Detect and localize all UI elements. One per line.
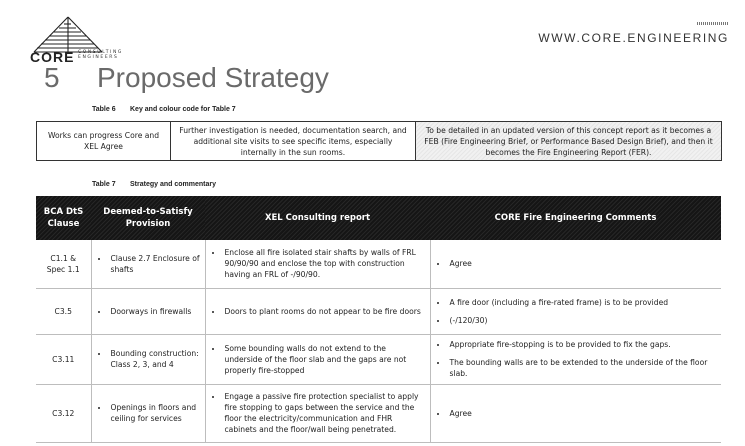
core-comment: • Agree xyxy=(448,408,718,419)
xel-comment: • Some bounding walls do not extend to the underside of the floor slab and the gaps are not properly fire-stopped xyxy=(223,343,426,376)
core-comment: • The bounding walls are to be extended to the underside of the floor slab. xyxy=(448,357,718,379)
core-comment: • A fire door (including a fire-rated frame) is to be provided xyxy=(448,297,718,308)
key-cell-investigate: Further investigation is needed, documentation search, and additional site visits to see specific items, especially internally in the sun rooms. xyxy=(171,122,416,161)
col-header-provision: Deemed-to-Satisfy Provision xyxy=(91,196,205,240)
xel-comment: • Doors to plant rooms do not appear to be fire doors xyxy=(223,306,426,317)
provision-cell: • Bounding construction: Class 2, 3, and 4 xyxy=(109,348,201,370)
provision-cell: • Doorways in firewalls xyxy=(109,306,201,317)
website-link[interactable]: WWW.CORE.ENGINEERING xyxy=(538,31,729,45)
col-header-xel: XEL Consulting report xyxy=(205,196,430,240)
table-row xyxy=(36,384,721,442)
table-row xyxy=(36,288,721,334)
clause-cell: C3.12 xyxy=(36,384,91,442)
key-cell-agree: Works can progress Core and XEL Agree xyxy=(37,122,171,161)
provision-cell: • Clause 2.7 Enclosure of shafts xyxy=(109,253,201,275)
xel-comment: • Enclose all fire isolated stair shafts by walls of FRL 90/90/90 and enclose the top with construction having an FRL of -/90/90. xyxy=(223,247,426,280)
core-comment: • Appropriate fire-stopping is to be provided to fix the gaps. xyxy=(448,339,718,350)
logo-subtitle: CONSULTING ENGINEERS xyxy=(78,50,124,60)
core-comment: • (-/120/30) xyxy=(448,315,718,326)
clause-cell: C3.5 xyxy=(36,288,91,334)
strategy-table xyxy=(36,196,721,443)
table-header-row xyxy=(36,196,721,240)
table-row xyxy=(36,334,721,384)
col-header-clause: BCA DtS Clause xyxy=(36,196,91,240)
xel-comment: • Engage a passive fire protection specialist to apply fire stopping to gaps between the service and the floor the electricity/communication and FHR cabinets and the floor/wall being penetrated. xyxy=(223,391,426,435)
col-header-core: CORE Fire Engineering Comments xyxy=(430,196,721,240)
core-comment: • Agree xyxy=(448,258,718,269)
key-table xyxy=(36,121,722,161)
page-marker xyxy=(697,22,729,25)
logo-wordmark: CORE xyxy=(30,49,75,65)
table7-caption: Table 7 Strategy and commentary xyxy=(92,181,216,188)
table-row xyxy=(36,240,721,288)
page-title: Proposed Strategy xyxy=(97,62,329,93)
provision-cell: • Openings in floors and ceiling for services xyxy=(109,402,201,424)
clause-cell: C3.11 xyxy=(36,334,91,384)
table6-caption: Table 6 Key and colour code for Table 7 xyxy=(92,106,236,113)
section-number: 5 xyxy=(44,62,60,93)
key-cell-future: To be detailed in an updated version of this concept report as it becomes a FEB (Fire Engineering Brief, or Performance Based Design Brief), and then it becomes the Fire Engineering Report (FER). xyxy=(416,122,722,161)
clause-cell: C1.1 & Spec 1.1 xyxy=(36,240,91,288)
